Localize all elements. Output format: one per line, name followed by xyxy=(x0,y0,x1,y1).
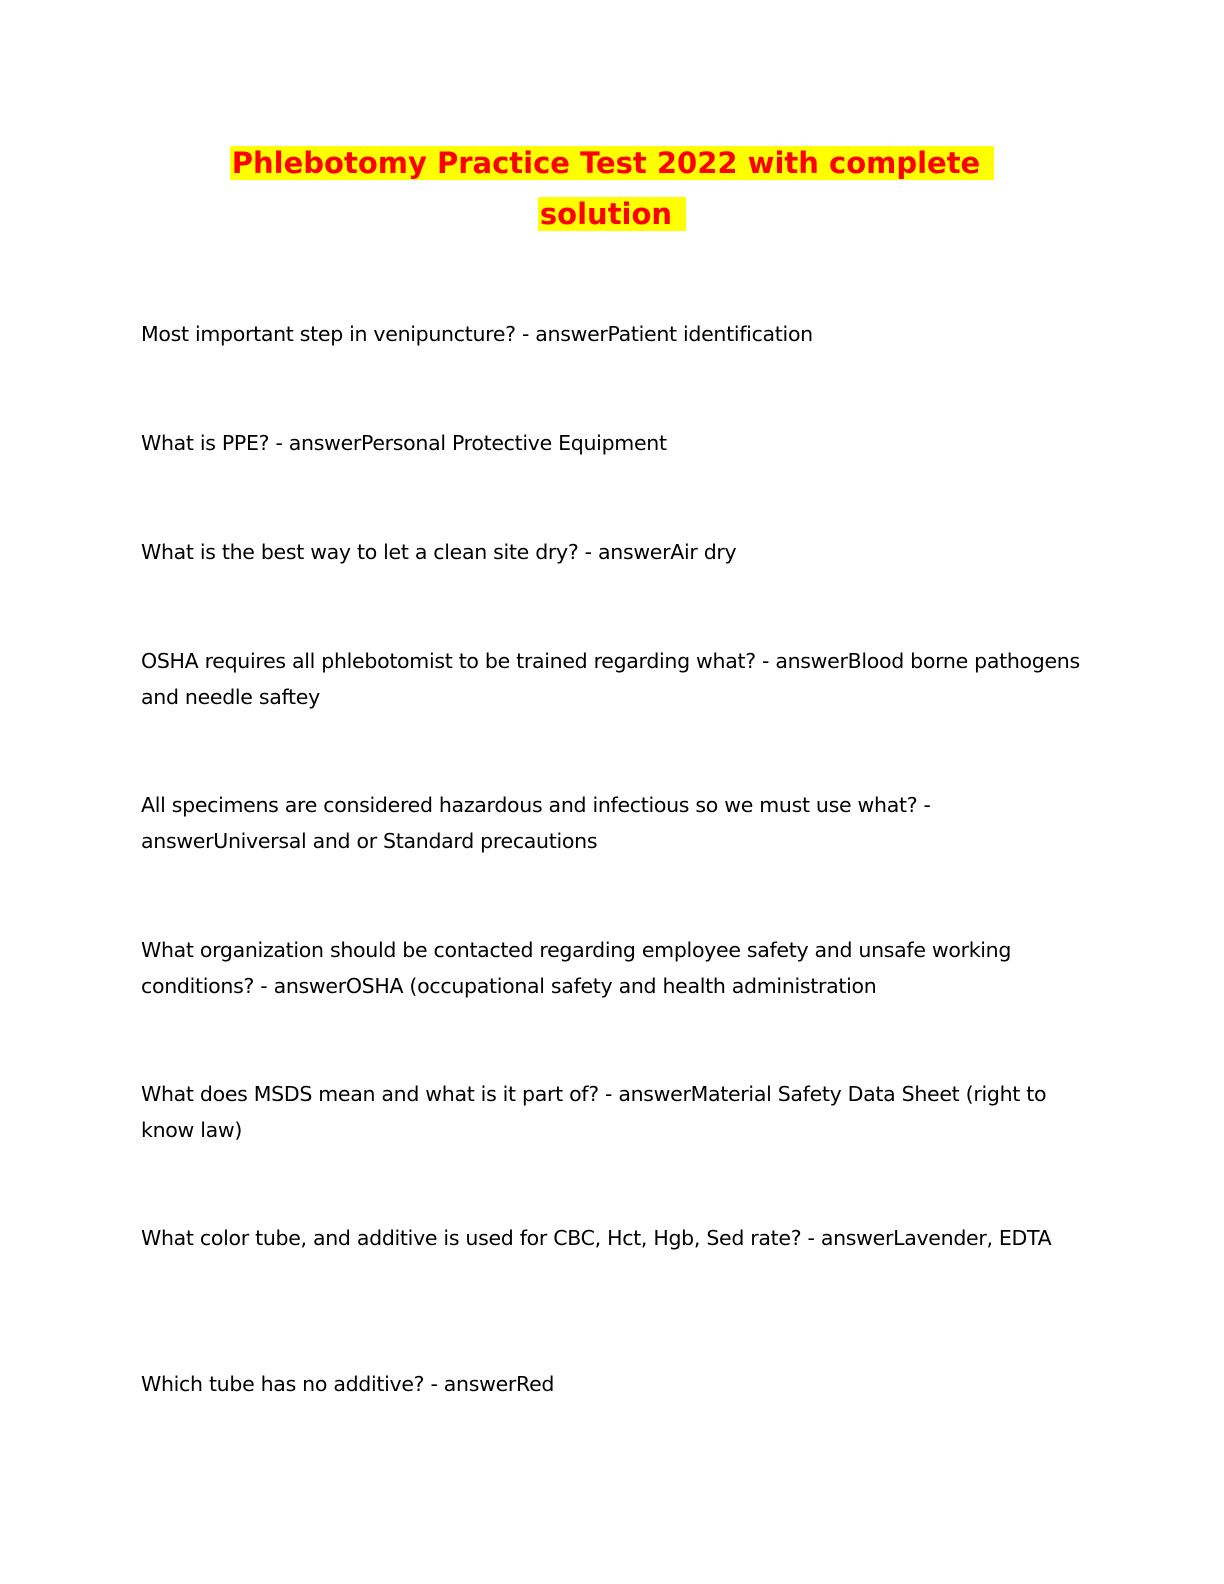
answer-text: Patient identification xyxy=(607,322,813,346)
answer-text: Material Safety Data Sheet (right to know law) xyxy=(141,1082,1047,1142)
qa-item xyxy=(141,1220,1081,1256)
qa-item xyxy=(141,932,1081,1004)
answer-text: OSHA (occupational safety and health administration xyxy=(345,974,877,998)
answer-separator: - answer xyxy=(269,431,362,455)
title-line-1: Phlebotomy Practice Test 2022 with complete xyxy=(230,146,994,180)
answer-separator: - answer xyxy=(424,1372,517,1396)
answer-text: Universal and or Standard precautions xyxy=(213,829,598,853)
question-text: OSHA requires all phlebotomist to be trained regarding what? xyxy=(141,649,756,673)
question-text: What does MSDS mean and what is it part of? xyxy=(141,1082,599,1106)
answer-text: Air dry xyxy=(670,540,737,564)
answer-separator: - answer xyxy=(141,793,931,853)
qa-item xyxy=(141,643,1081,715)
document-title xyxy=(140,138,1084,240)
question-text: Which tube has no additive? xyxy=(141,1372,425,1396)
question-text: What color tube, and additive is used for CBC, Hct, Hgb, Sed rate? xyxy=(141,1226,802,1250)
qa-item xyxy=(141,787,1081,859)
qa-item xyxy=(141,425,1081,461)
title-line-2: solution xyxy=(538,197,686,231)
question-text: Most important step in venipuncture? xyxy=(141,322,516,346)
answer-separator: - answer xyxy=(515,322,608,346)
answer-text: Red xyxy=(516,1372,555,1396)
qa-item xyxy=(141,534,1081,570)
answer-separator: - answer xyxy=(578,540,671,564)
answer-text: Personal Protective Equipment xyxy=(361,431,667,455)
answer-text: Lavender, EDTA xyxy=(893,1226,1052,1250)
answer-separator: - answer xyxy=(598,1082,691,1106)
answer-separator: - answer xyxy=(755,649,848,673)
answer-text: Blood borne pathogens and needle saftey xyxy=(141,649,1080,709)
question-text: What organization should be contacted regarding employee safety and unsafe working conditions? xyxy=(141,938,1012,998)
qa-item xyxy=(141,316,1081,352)
question-text: All specimens are considered hazardous and infectious so we must use what? xyxy=(141,793,918,817)
question-text: What is the best way to let a clean site dry? xyxy=(141,540,579,564)
qa-item xyxy=(141,1076,1081,1148)
answer-separator: - answer xyxy=(254,974,346,998)
question-text: What is PPE? xyxy=(141,431,270,455)
qa-item xyxy=(141,1366,1081,1402)
answer-separator: - answer xyxy=(801,1226,894,1250)
